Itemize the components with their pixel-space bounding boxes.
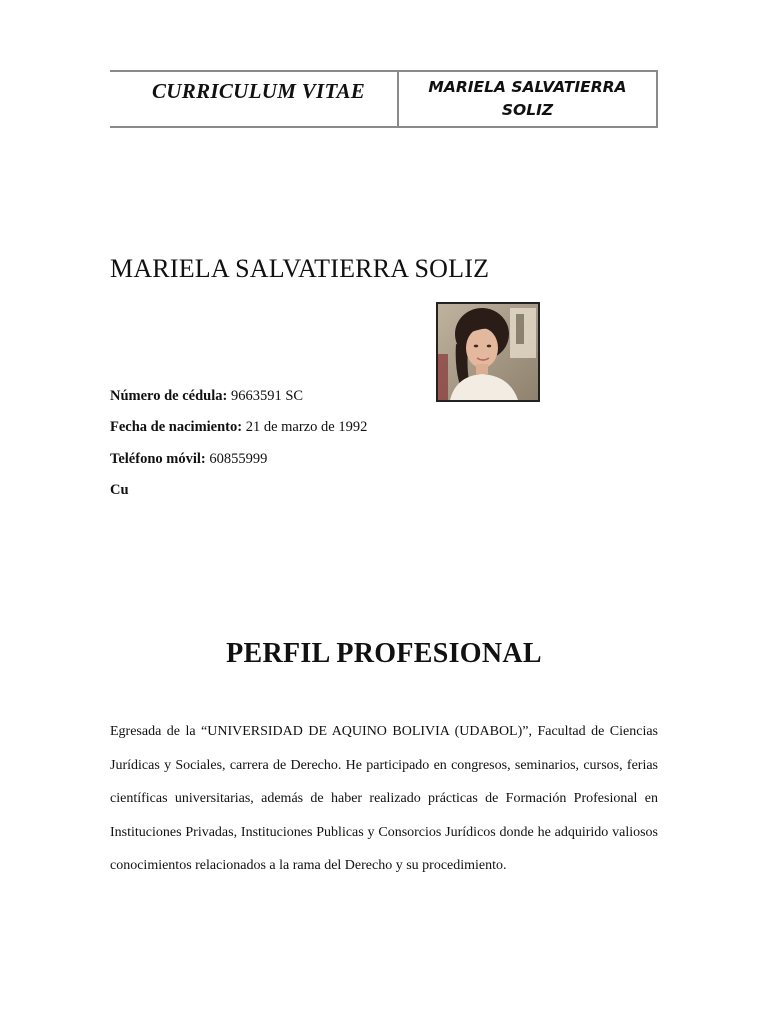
header-title: CURRICULUM VITAE: [152, 79, 366, 103]
header-name: MARIELA SALVATIERRA SOLIZ: [428, 78, 627, 119]
profile-photo: [436, 302, 540, 402]
header-left-cell: [110, 72, 399, 126]
phone-field: [110, 451, 267, 468]
cedula-label: Número de cédula:: [110, 388, 228, 404]
cedula-field: [110, 388, 303, 405]
cedula-value: 9663591 SC: [227, 388, 304, 404]
phone-label: Teléfono móvil:: [110, 451, 206, 467]
partial-label: Cu: [110, 482, 129, 498]
birthdate-field: [110, 419, 367, 436]
profile-paragraph: Egresada de la “UNIVERSIDAD DE AQUINO BOLIVIA (UDABOL)”, Facultad de Ciencias Jurídicas y Sociales, carrera de Derecho. He participado en congresos, seminarios, cursos, ferias científicas universitarias, además de haber realizado prácticas de Formación Profesional en Instituciones Privadas, Instituciones Publicas y Consorcios Jurídicos donde he adquirido valiosos conocimientos relacionados a la rama del Derecho y su procedimiento.: [110, 724, 658, 873]
birthdate-value: 21 de marzo de 1992: [242, 419, 368, 435]
profile-section-title: PERFIL PROFESIONAL: [226, 638, 542, 669]
header-table: [110, 70, 658, 128]
birthdate-label: Fecha de nacimiento:: [110, 419, 243, 435]
phone-value: 60855999: [205, 451, 268, 467]
partial-field: [110, 482, 129, 499]
header-right-cell: [399, 72, 658, 126]
candidate-name: MARIELA SALVATIERRA SOLIZ: [110, 254, 490, 283]
profile-photo-icon: [438, 304, 538, 400]
